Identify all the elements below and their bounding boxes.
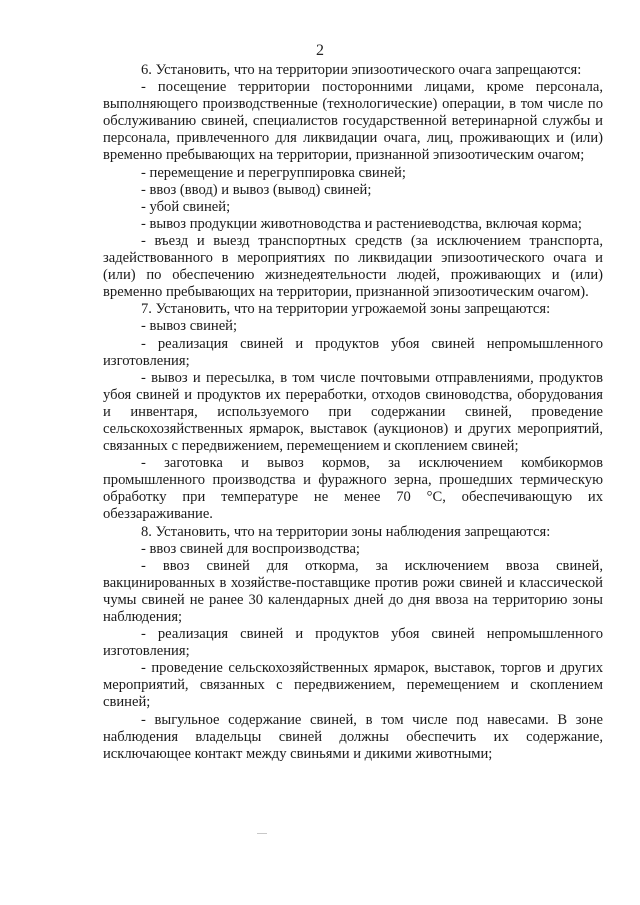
list-item: - вывоз продукции животноводства и растениеводства, включая корма; [141,215,582,232]
page-number: 2 [316,42,324,59]
list-item: - ввоз свиней для откорма, за исключением ввоза свиней, вакцинированных в хозяйстве-поставщике против рожи свиней и классической чумы свиней не ранее 30 календарных дней до дня ввоза на территорию зоны наблюдения; [103,557,603,625]
list-item: - вывоз свиней; [141,318,238,335]
scan-mark [257,833,267,834]
list-item: - проведение сельскохозяйственных ярмарок, выставок, торгов и других мероприятий, связанных с передвижением, перемещением и скоплением свиней; [103,660,603,711]
list-item: - ввоз (ввод) и вывоз (вывод) свиней; [141,181,372,198]
list-item: - вывоз и пересылка, в том числе почтовыми отправлениями, продуктов убоя свиней и продуктов их переработки, отходов свиноводства, оборудования и инвентаря, используемого при содержании свиней, проведение сельскохозяйственных ярмарок, выставок (аукционов) и других мероприятий, связанных с передвижением, перемещением и скоплением свиней; [103,369,603,455]
list-item: - посещение территории посторонними лицами, кроме персонала, выполняющего производственные (технологические) операции, в том числе по обслуживанию свиней, специалистов государственной ветеринарной службы и персонала, привлеченного для ликвидации очага, лиц, проживающих и (или) временно пребывающих на территории, признанной эпизоотическим очагом; [103,79,603,164]
list-item: - въезд и выезд транспортных средств (за исключением транспорта, задействованного в мероприятиях по ликвидации эпизоотического очага и (или) по обеспечению жизнедеятельности людей, проживающих и (или) временно пребывающих на территории, признанной эпизоотическим очагом). [103,232,603,301]
paragraph-7-heading: 7. Установить, что на территории угрожаемой зоны запрещаются: [141,301,551,318]
paragraph-8-heading: 8. Установить, что на территории зоны наблюдения запрещаются: [141,523,551,540]
paragraph-6-heading: 6. Установить, что на территории эпизоотического очага запрещаются: [141,62,582,78]
list-item: - выгульное содержание свиней, в том числе под навесами. В зоне наблюдения владельцы свиней должны обеспечить их содержание, исключающее контакт между свиньями и дикими животными; [103,711,603,762]
list-item: - ввоз свиней для воспроизводства; [141,540,360,557]
list-item: - заготовка и вывоз кормов, за исключением комбикормов промышленного производства и фуражного зерна, прошедших термическую обработку при температуре не менее 70 °С, обеспечивающую их обеззараживание. [103,455,603,523]
document-body [103,62,603,763]
list-item: - реализация свиней и продуктов убоя свиней непромышленного изготовления; [103,626,603,660]
list-item: - реализация свиней и продуктов убоя свиней непромышленного изготовления; [103,335,603,369]
list-item: - перемещение и перегруппировка свиней; [141,164,406,181]
list-item: - убой свиней; [141,198,231,215]
